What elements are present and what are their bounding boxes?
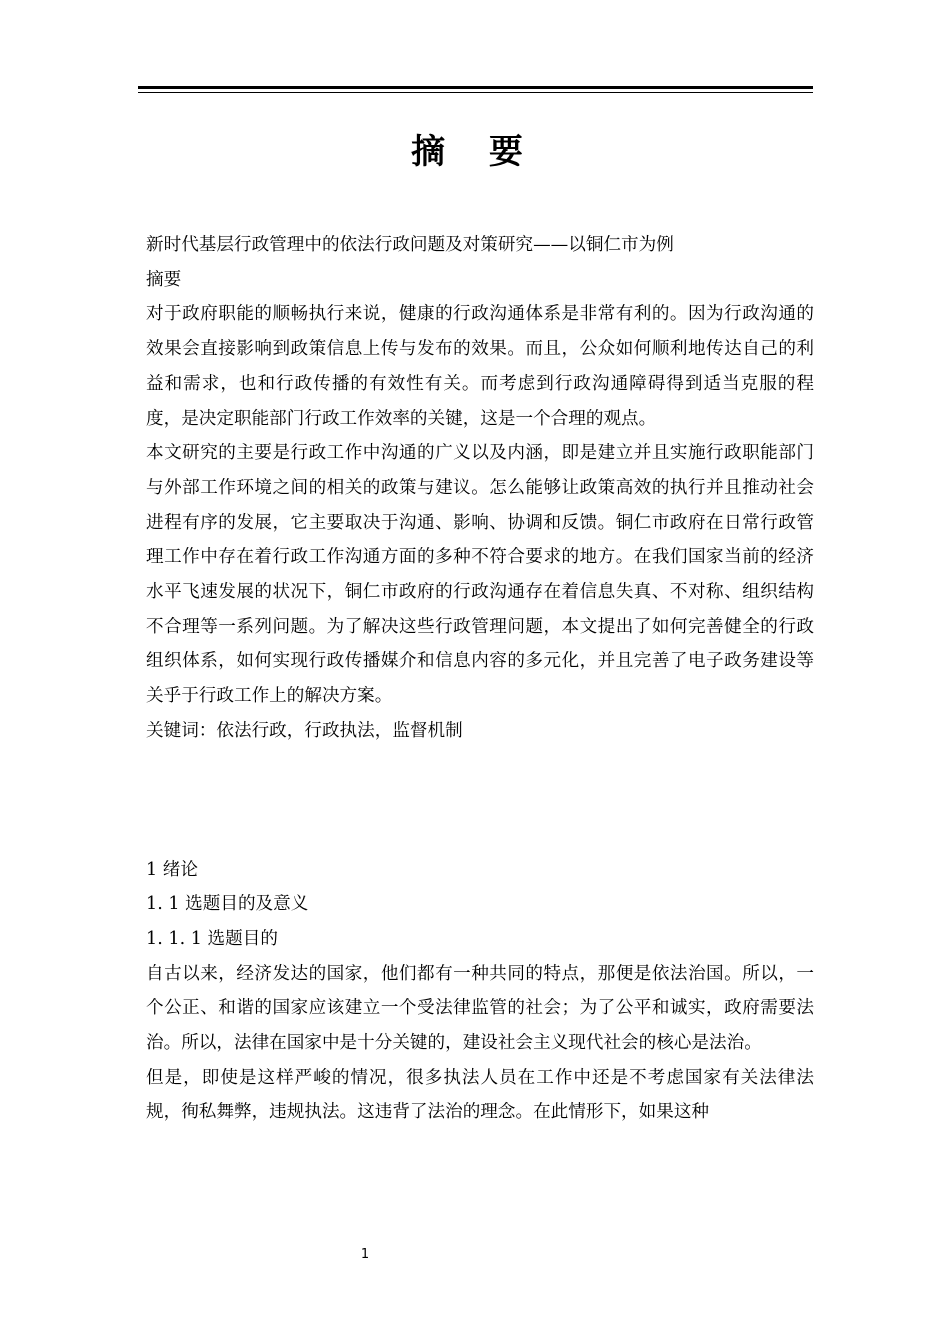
document-body [146, 228, 814, 1130]
abstract-label: 摘要 [146, 269, 182, 290]
chapter-heading: 1 绪论 [146, 859, 198, 880]
section-gap [146, 749, 814, 853]
body-paragraph: 但是，即使是这样严峻的情况，很多执法人员在工作中还是不考虑国家有关法律法规，徇私舞弊，违规执法。这违背了法治的理念。在此情形下，如果这种 [146, 1067, 814, 1123]
header-rule-thick [138, 86, 813, 89]
abstract-paragraph: 本文研究的主要是行政工作中沟通的广义以及内涵，即是建立并且实施行政职能部门与外部工作环境之间的相关的政策与建议。怎么能够让政策高效的执行并且推动社会进程有序的发展，它主要取决于沟通、影响、协调和反馈。铜仁市政府在日常行政管理工作中存在着行政工作沟通方面的多种不符合要求的地方。在我们国家当前的经济水平飞速发展的状况下，铜仁市政府的行政沟通存在着信息失真、不对称、组织结构不合理等一系列问题。为了解决这些行政管理问题，本文提出了如何完善健全的行政组织体系，如何实现行政传播媒介和信息内容的多元化，并且完善了电子政务建设等关乎于行政工作上的解决方案。 [146, 443, 814, 707]
keywords: 关键词：依法行政，行政执法，监督机制 [146, 720, 463, 741]
page-title: 摘 要 [411, 132, 539, 172]
header-rule-thin [138, 92, 813, 93]
section-heading: 1. 1 选题目的及意义 [146, 894, 309, 915]
body-paragraph: 自古以来，经济发达的国家，他们都有一种共同的特点，那便是依法治国。所以，一个公正、和谐的国家应该建立一个受法律监管的社会；为了公平和诚实，政府需要法治。所以，法律在国家中是十分关键的，建设社会主义现代社会的核心是法治。 [146, 963, 814, 1054]
subsection-heading: 1. 1. 1 选题目的 [146, 928, 278, 949]
abstract-paragraph: 对于政府职能的顺畅执行来说，健康的行政沟通体系是非常有利的。因为行政沟通的效果会直接影响到政策信息上传与发布的效果。而且，公众如何顺利地传达自己的利益和需求，也和行政传播的有效性有关。而考虑到行政沟通障碍得到适当克服的程度，是决定职能部门行政工作效率的关键，这是一个合理的观点。 [146, 304, 814, 429]
document-title: 新时代基层行政管理中的依法行政问题及对策研究——以铜仁市为例 [146, 235, 674, 255]
page-number: 1 [360, 1247, 370, 1262]
